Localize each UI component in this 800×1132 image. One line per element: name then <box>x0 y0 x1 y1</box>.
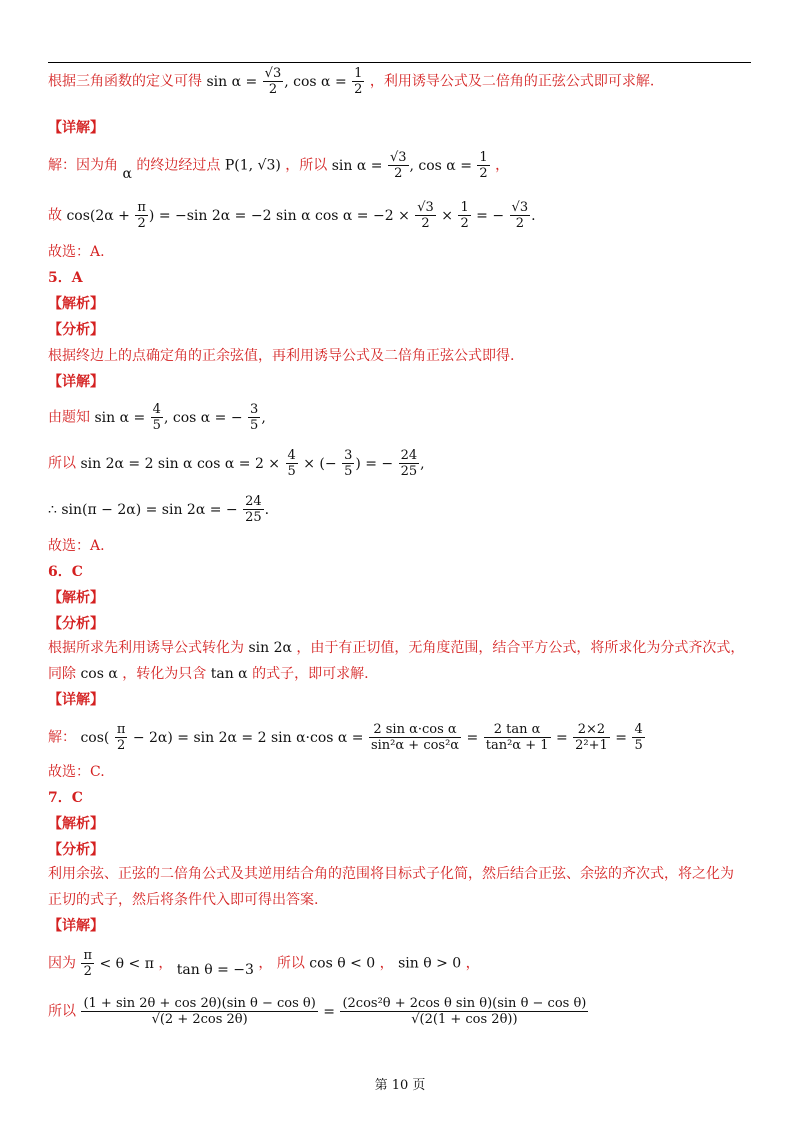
q7-analysis-1: 利用余弦、正弦的二倍角公式及其逆用结合角的范围将目标式子化简，然后结合正弦、余弦的齐次式，将之化为 <box>48 866 734 882</box>
q4-therefore-line <box>48 200 536 231</box>
q7-last <box>48 996 589 1027</box>
q7-detail: 【详解】 <box>48 918 104 934</box>
q5-step3 <box>48 494 269 525</box>
q5-step1-formula: sin α = $\frac{4}{5}$ , cos α = − $\frac{3}{5}$ , <box>94 402 266 433</box>
q7-cond-prefix: 因为 <box>48 955 76 972</box>
q4-solve-line <box>48 150 509 181</box>
q4-analysis-line <box>48 66 654 97</box>
q6-solve <box>48 722 646 753</box>
q7-cond-mid: 所以 <box>276 955 305 972</box>
q7-last-formula: $\frac{\text{(1 + sin 2θ + cos 2θ)(sin θ − cos θ)}}{√(2 + 2\cos 2\theta)}$ = $\frac{\text{(2cos²θ + 2cos θ sin θ)(sin θ − cos θ)}}{√(2(1 + \cos 2\theta))}$ <box>83 996 587 1027</box>
q7-jiexi: 【解析】 <box>48 816 104 832</box>
q6-analysis-line1 <box>48 638 744 658</box>
q6-title: 6．C <box>48 564 83 580</box>
q5-jiexi: 【解析】 <box>48 296 104 312</box>
q5-step2-formula: sin 2α = 2 sin α cos α = 2 × $\frac{4}{5}$ × (− $\frac{3}{5}$ ) = − $\frac{24}{25}$ , <box>80 448 425 479</box>
q5-step1 <box>48 402 266 433</box>
q6-fenxi: 【分析】 <box>48 616 104 632</box>
q6-solve-formula: cos( $\frac{\pi}{2}$ − 2α) = sin 2α = 2 sin α·cos α = $\frac{\text{2 sin α·cos α}}{\text{sin²α + cos²α}}$ = $\frac{\text{2 tan α}}{\text{tan²α + 1}}$ = $\frac{2\times 2}{\text{2²+1}}$ = $\frac{4}{5}$ <box>80 722 643 753</box>
q6-choice: 故选：C. <box>48 764 105 780</box>
q6-detail: 【详解】 <box>48 692 104 708</box>
q4-choice: 故选：A. <box>48 244 105 260</box>
q5-choice: 故选：A. <box>48 538 105 554</box>
q6-analysis-a: 根据所求先利用诱导公式转化为 <box>48 640 244 656</box>
q4-therefore-formula: cos(2α + $\frac{\pi}{2}$ ) = −sin 2α = −2 sin α cos α = −2 × $\frac{√3}{2}$ × $\frac{1}{2}$ = − $\frac{√3}{2}$ . <box>66 200 536 231</box>
q5-title: 5．A <box>48 270 83 286</box>
q5-fenxi: 【分析】 <box>48 322 104 338</box>
q7-fenxi: 【分析】 <box>48 842 104 858</box>
page-footer: 第 10 页 <box>374 1078 426 1093</box>
q4-solve-formula: sin α = $\frac{√3}{2}$ , cos α = $\frac{1}{2}$ <box>331 150 488 181</box>
q6-analysis-m2: cos α <box>80 666 118 682</box>
q4-detail-heading: 【详解】 <box>48 120 104 136</box>
q6-analysis-line2 <box>48 664 369 684</box>
q5-step2 <box>48 448 425 479</box>
q5-step1-prefix: 由题知 <box>48 409 90 426</box>
q4-solve-text-d: ， <box>495 157 510 174</box>
q5-analysis: 根据终边上的点确定角的正余弦值，再利用诱导公式及二倍角正弦公式即得. <box>48 348 515 364</box>
q7-cond-sin: sin θ > 0 <box>398 955 462 972</box>
q7-cond-cos: cos θ < 0 <box>309 955 376 972</box>
q7-analysis-2: 正切的式子，然后将条件代入即可得出答案. <box>48 892 319 908</box>
q6-jiexi: 【解析】 <box>48 590 104 606</box>
q5-step3-formula: ∴ sin(π − 2α) = sin 2α = − $\frac{24}{25}$ . <box>48 494 270 525</box>
q4-solve-text-c: ，所以 <box>285 157 328 174</box>
q6-analysis-b: ，由于有正切值，无角度范围，结合平方公式，将所求化为分式齐次式， <box>296 640 745 656</box>
q6-analysis-c: 同除 <box>48 666 76 682</box>
q4-solve-text-a: 解：因为角 <box>48 157 118 174</box>
q5-step2-prefix: 所以 <box>48 455 76 472</box>
q4-therefore-prefix: 故 <box>48 207 62 224</box>
q4-solve-alpha: α <box>122 165 132 182</box>
q4-analysis-formula: sin α = $\frac{√3}{2}$ , cos α = $\frac{1}{2}$ <box>206 66 363 97</box>
q4-analysis-text-b: ，利用诱导公式及二倍角的正弦公式即可求解. <box>369 73 655 90</box>
q4-analysis-text-a: 根据三角函数的定义可得 <box>48 73 202 90</box>
q7-cond-tan: tan θ = −3 <box>176 961 254 978</box>
q6-analysis-m3: tan α <box>210 666 248 682</box>
q6-analysis-e: 的式子，即可求解. <box>252 666 369 682</box>
q6-analysis-m1: sin 2α <box>248 640 292 656</box>
q4-solve-point: P(1, √3) <box>224 157 281 174</box>
q7-title: 7．C <box>48 790 83 806</box>
q4-solve-text-b: 的终边经过点 <box>136 157 221 174</box>
q7-condition: 因为 $\frac{\pi}{2}$ < θ < π ， tan θ = −3 ， 所以 cos θ < 0 ， sin θ > 0 ， <box>48 948 480 979</box>
q6-solve-prefix: 解： <box>48 729 76 746</box>
header-rule <box>48 62 751 63</box>
q7-cond-range: $\frac{\pi}{2}$ < θ < π <box>83 948 159 979</box>
q5-detail: 【详解】 <box>48 374 104 390</box>
q6-analysis-d: ，转化为只含 <box>122 666 207 682</box>
q7-last-prefix: 所以 <box>48 1003 76 1020</box>
